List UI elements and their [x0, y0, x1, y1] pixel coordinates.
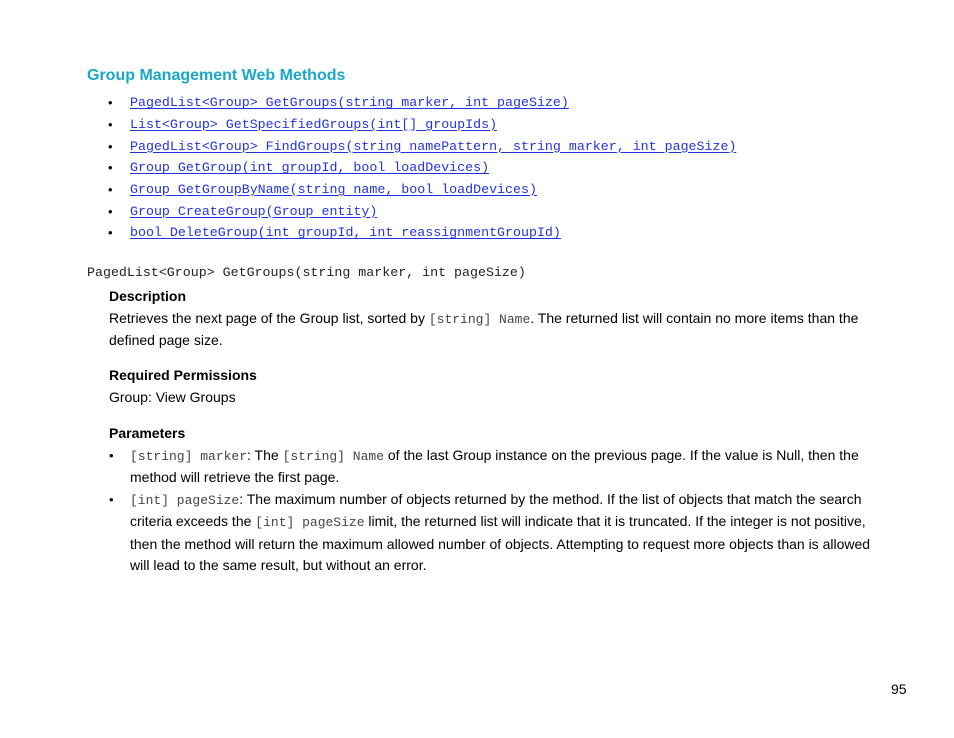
method-link-getgroup[interactable]: Group GetGroup(int groupId, bool loadDevices): [130, 160, 490, 176]
bullet-icon: •: [108, 225, 113, 241]
parameter-item: [109, 489, 877, 577]
parameter-code: [string] Name: [282, 448, 384, 464]
list-item: [108, 179, 736, 201]
bullet-icon: •: [108, 117, 113, 133]
parameter-text-part: : The maximum number of objects returned by the method. If the list of objects that match the search criteria exceeds the: [130, 490, 862, 529]
description-section: [109, 286, 877, 352]
parameter-text-part: limit, the returned list will indicate that it is truncated. If the integer is not positive, then the method will return the maximum allowed number of objects. Attempting to request more objects than is allowed will lead to the same result, but without an error.: [130, 513, 871, 573]
description-text: [109, 308, 877, 352]
bullet-icon: •: [108, 160, 113, 176]
method-link-findgroups[interactable]: PagedList<Group> FindGroups(string namePattern, string marker, int pageSize): [130, 138, 737, 154]
method-link-getspecifiedgroups[interactable]: List<Group> GetSpecifiedGroups(int[] groupIds): [130, 117, 498, 133]
method-link-deletegroup[interactable]: bool DeleteGroup(int groupId, int reassignmentGroupId): [130, 225, 561, 241]
permissions-heading: Required Permissions: [109, 367, 257, 383]
parameter-code: [int] pageSize: [130, 492, 240, 508]
bullet-icon: •: [108, 182, 113, 198]
section-title: Group Management Web Methods: [87, 67, 346, 84]
parameter-text-part: : The: [247, 446, 283, 463]
bullet-icon: •: [108, 203, 113, 219]
description-code: [string] Name: [428, 311, 531, 327]
page-number: 95: [891, 681, 907, 697]
parameter-text: [130, 445, 877, 489]
list-item: [108, 92, 736, 114]
method-link-list: [108, 92, 736, 244]
list-item: [108, 114, 736, 136]
list-item: [108, 200, 736, 222]
parameter-text-part: of the last Group instance on the previous page. If the value is Null, then the method will retrieve the first page.: [130, 446, 859, 485]
method-link-getgroups[interactable]: PagedList<Group> GetGroups(string marker, int pageSize): [130, 95, 569, 111]
list-item: [108, 222, 736, 244]
method-link-creategroup[interactable]: Group CreateGroup(Group entity): [130, 203, 378, 219]
parameter-item: [109, 445, 877, 489]
description-heading: Description: [109, 288, 187, 304]
list-item: [108, 157, 736, 179]
method-signature: PagedList<Group> GetGroups(string marker, int pageSize): [87, 265, 526, 280]
parameter-list: [109, 445, 877, 577]
parameter-text: [130, 489, 877, 577]
bullet-icon: •: [108, 138, 113, 154]
method-link-getgroupbyname[interactable]: Group GetGroupByName(string name, bool loadDevices): [130, 182, 537, 198]
list-item: [108, 135, 736, 157]
description-text-part: . The returned list will contain no more items than the defined page size.: [109, 309, 859, 348]
permissions-text: Group: View Groups: [109, 388, 236, 405]
bullet-icon: •: [109, 447, 114, 463]
parameter-code: [string] marker: [130, 448, 248, 464]
parameters-section: [109, 423, 877, 577]
parameter-code: [int] pageSize: [255, 515, 365, 530]
permissions-section: [109, 365, 877, 408]
bullet-icon: •: [109, 491, 114, 507]
description-text-part: Retrieves the next page of the Group list, sorted by: [109, 309, 429, 326]
bullet-icon: •: [108, 95, 113, 111]
parameters-heading: Parameters: [109, 425, 186, 441]
